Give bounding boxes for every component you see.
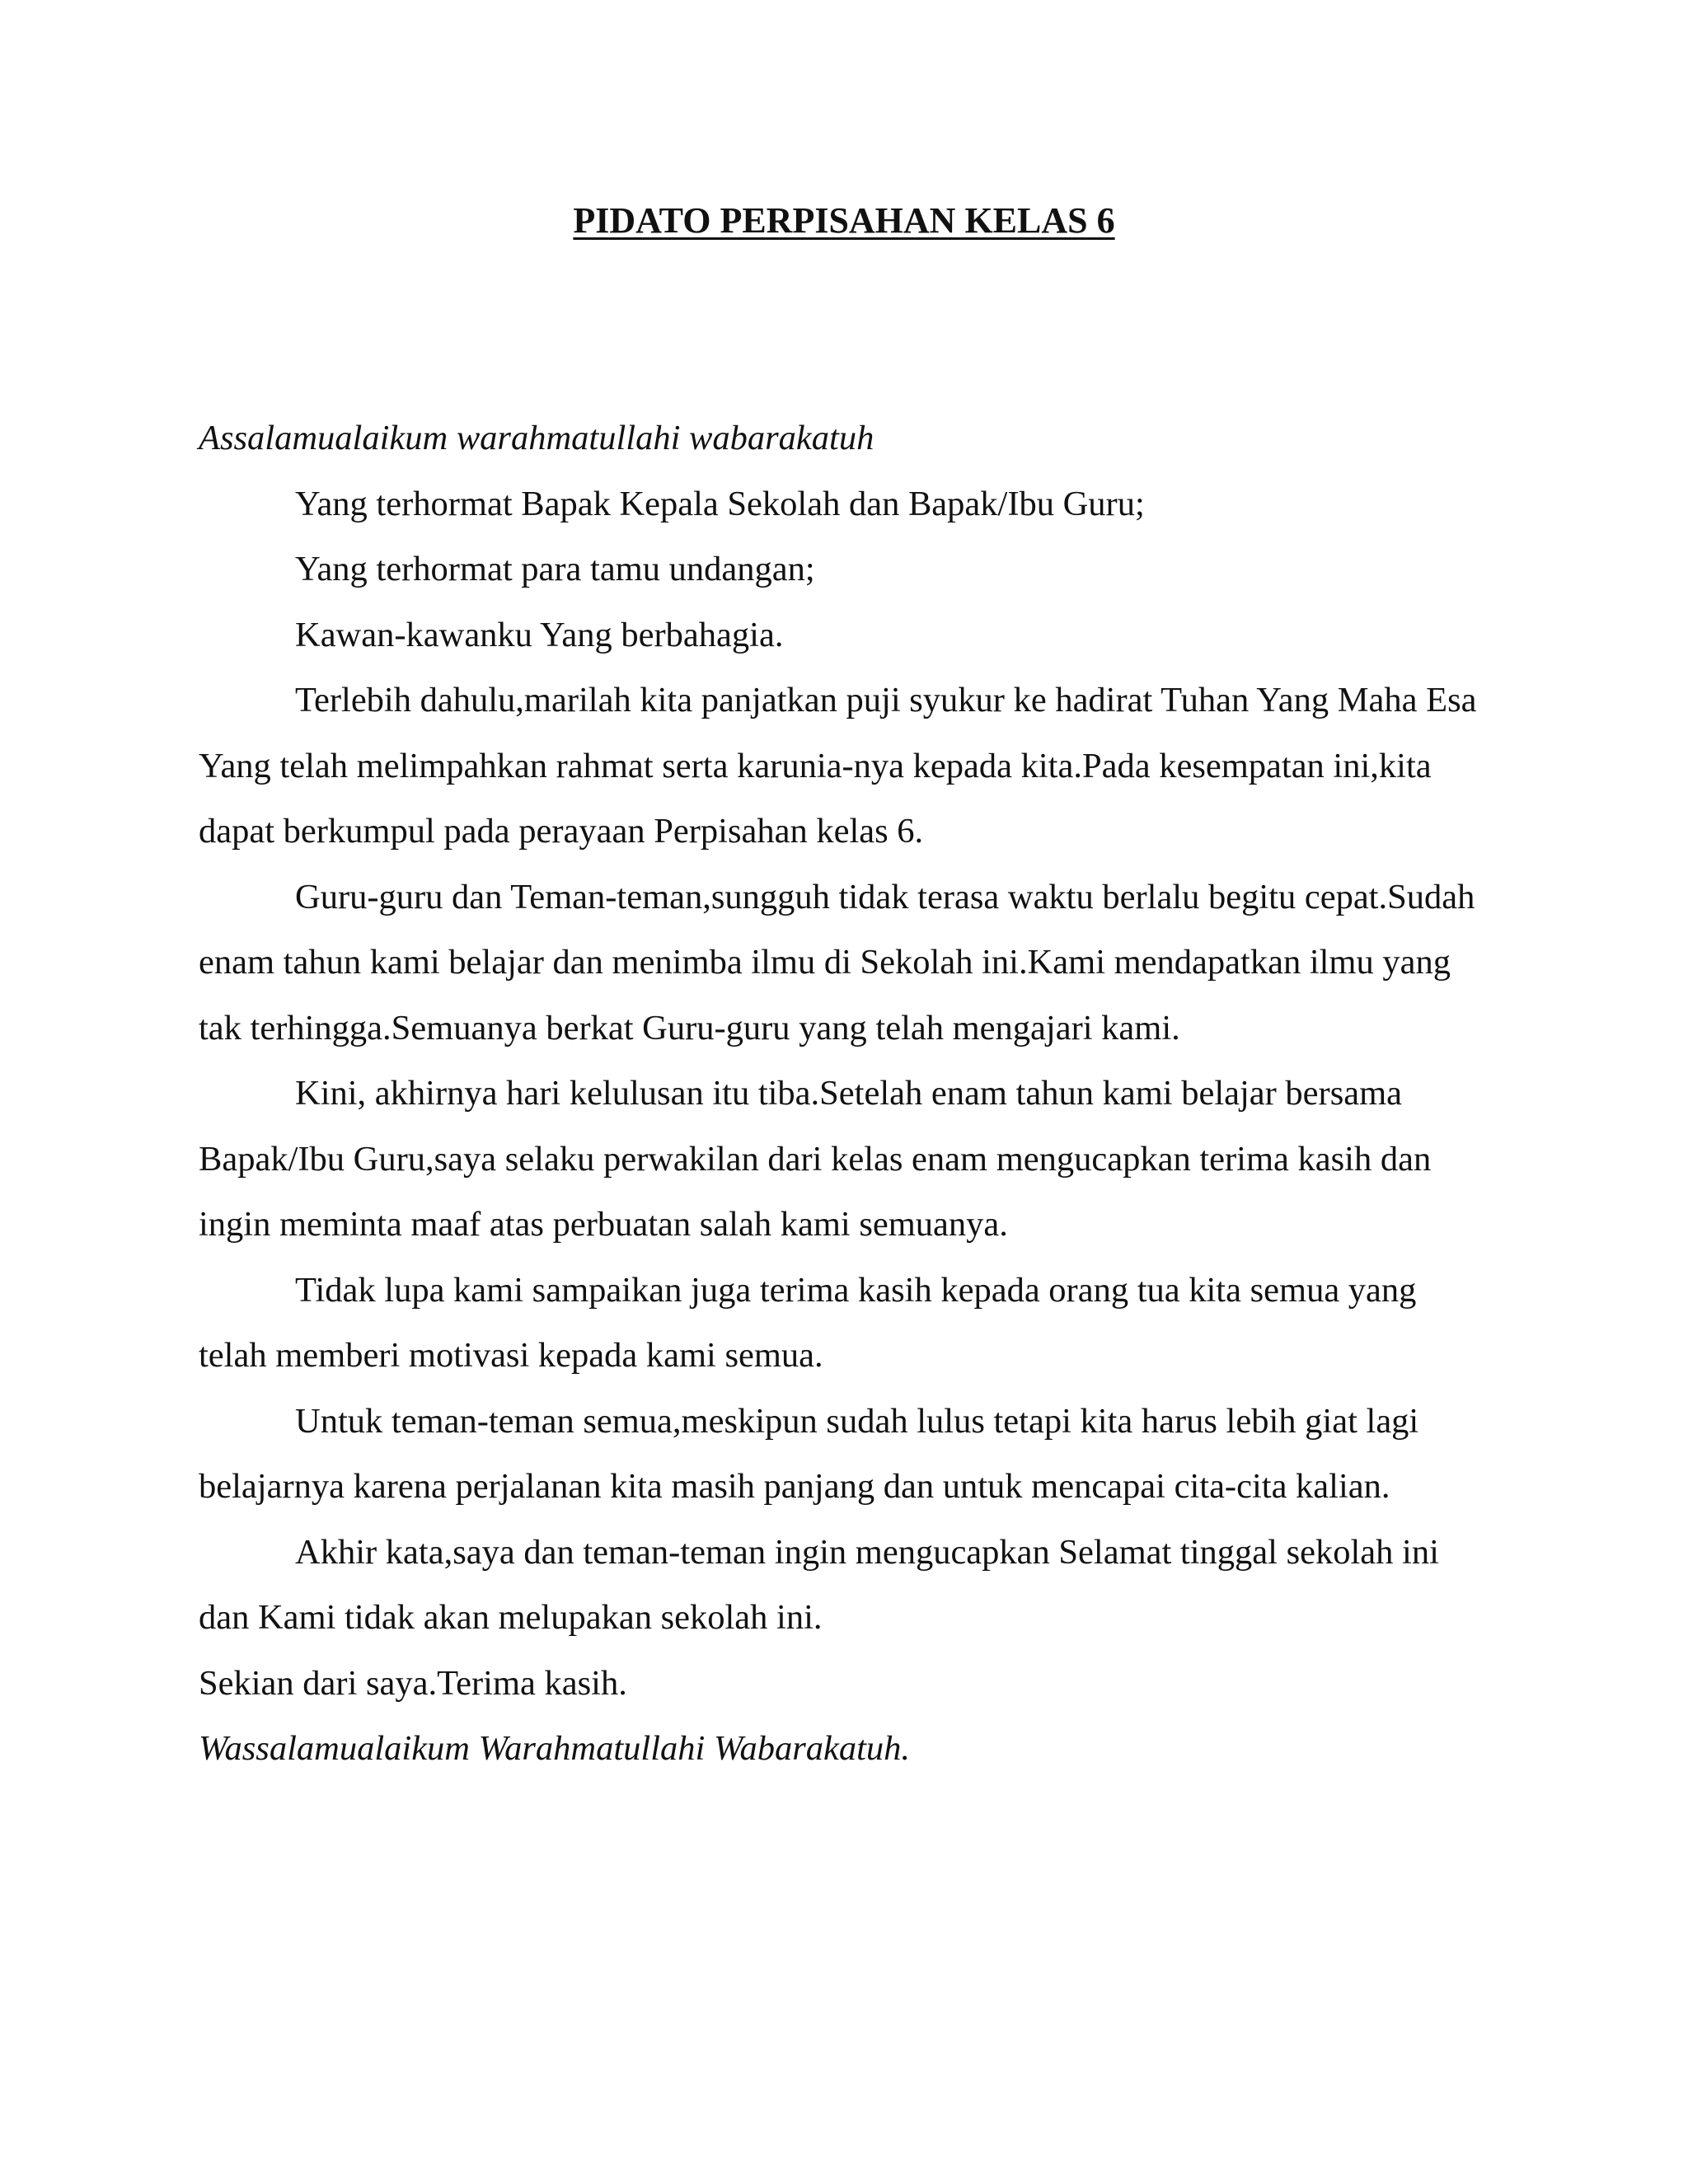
salutation-2: Yang terhormat para tamu undangan; bbox=[295, 550, 815, 588]
paragraph-6: Akhir kata,saya dan teman-teman ingin mengucapkan Selamat tinggal sekolah ini dan Kami tidak akan melupakan sekolah ini. bbox=[199, 1532, 1439, 1637]
salutation-1: Yang terhormat Bapak Kepala Sekolah dan Bapak/Ibu Guru; bbox=[295, 484, 1145, 523]
paragraph-4: Tidak lupa kami sampaikan juga terima kasih kepada orang tua kita semua yang telah memberi motivasi kepada kami semua. bbox=[199, 1270, 1417, 1375]
paragraph-1: Terlebih dahulu,marilah kita panjatkan puji syukur ke hadirat Tuhan Yang Maha Esa Yang telah melimpahkan rahmat serta karunia-nya kepada kita.Pada kesempatan ini,kita dapat berkumpul pada perayaan Perpisahan kelas 6. bbox=[199, 681, 1477, 851]
document-title bbox=[0, 196, 1688, 246]
paragraph-3: Kini, akhirnya hari kelulusan itu tiba.Setelah enam tahun kami belajar bersama Bapak/Ibu Guru,saya selaku perwakilan dari kelas enam mengucapkan terima kasih dan ingin meminta maaf atas perbuatan salah kami semuanya. bbox=[199, 1074, 1432, 1244]
opening-greeting: Assalamualaikum warahmatullahi wabarakatuh bbox=[199, 419, 874, 457]
paragraph-5: Untuk teman-teman semua,meskipun sudah lulus tetapi kita harus lebih giat lagi belajarnya karena perjalanan kita masih panjang dan untuk mencapai cita-cita kalian. bbox=[199, 1401, 1419, 1506]
closing-greeting: Wassalamualaikum Warahmatullahi Wabarakatuh. bbox=[199, 1729, 911, 1768]
speech-body bbox=[199, 405, 1493, 1782]
paragraph-2: Guru-guru dan Teman-teman,sungguh tidak terasa waktu berlalu begitu cepat.Sudah enam tahun kami belajar dan menimba ilmu di Sekolah ini.Kami mendapatkan ilmu yang tak terhingga.Semuanya berkat Guru-guru yang telah mengajari kami. bbox=[199, 877, 1475, 1047]
closing-line: Sekian dari saya.Terima kasih. bbox=[199, 1663, 627, 1703]
document-title-text: PIDATO PERPISAHAN KELAS 6 bbox=[573, 200, 1115, 241]
salutation-3: Kawan-kawanku Yang berbahagia. bbox=[295, 615, 784, 654]
